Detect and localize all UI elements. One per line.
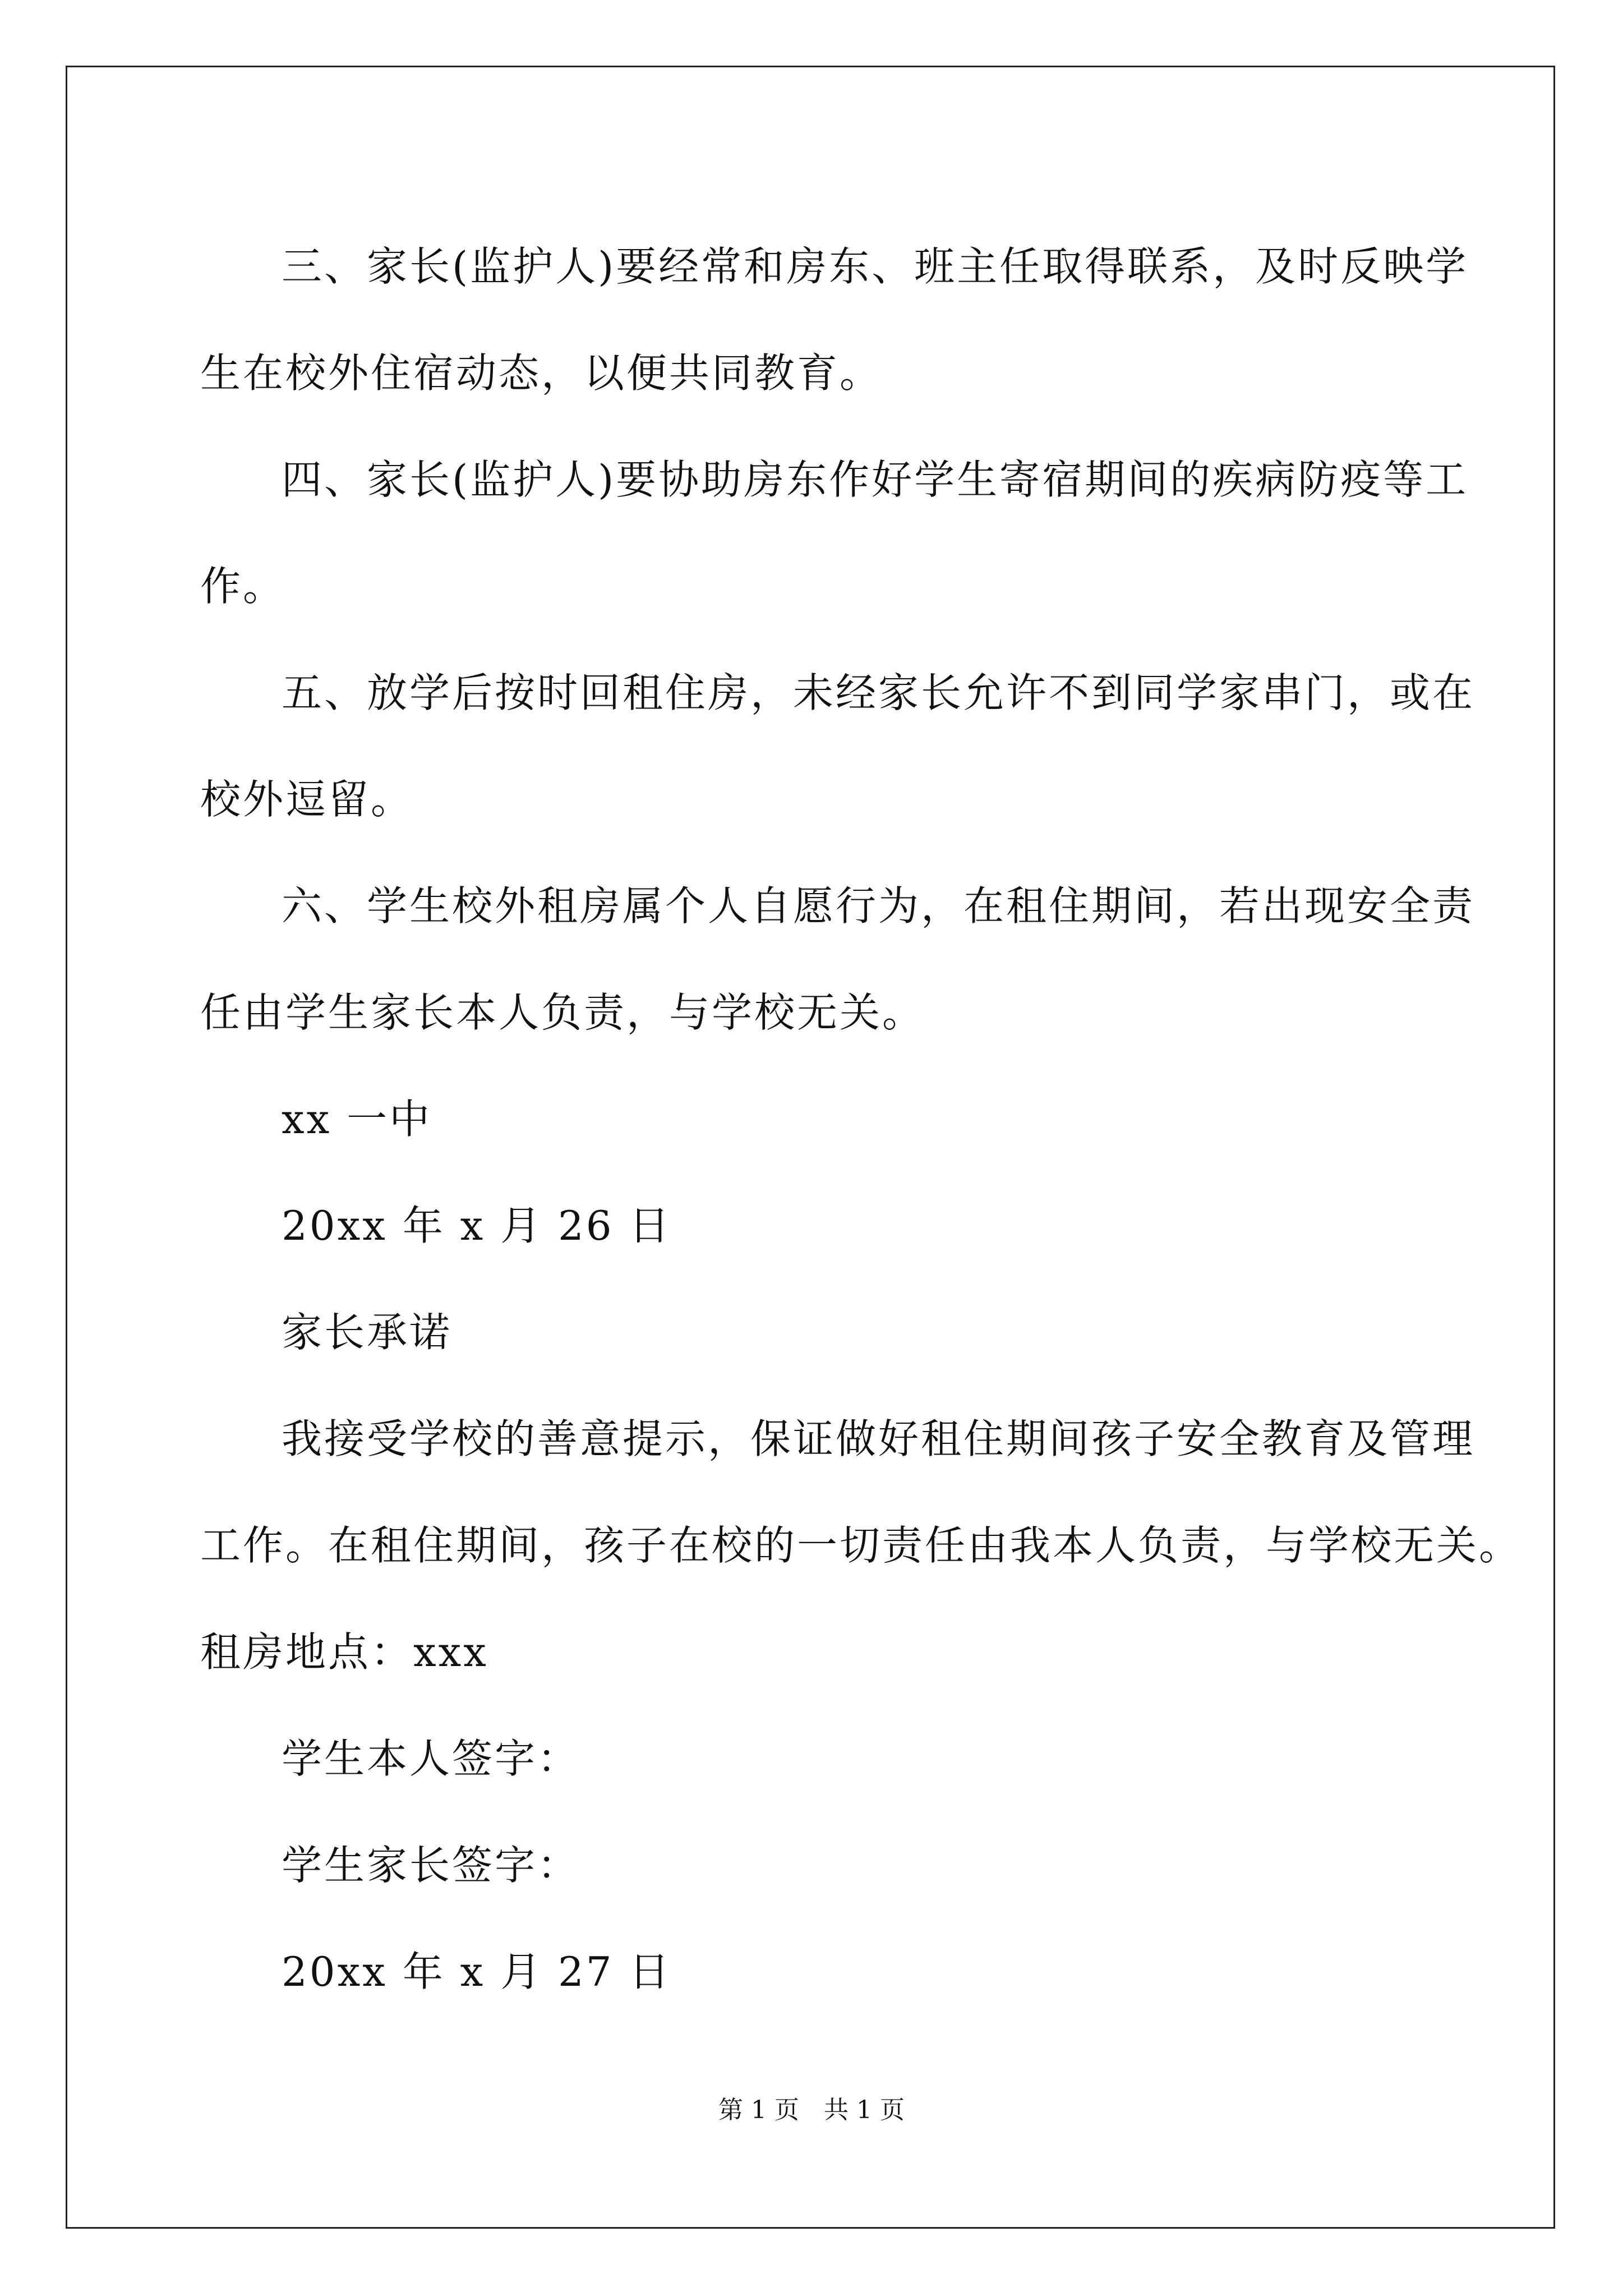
paragraph-item-4-line-1: 四、家长(监护人)要协助房东作好学生寄宿期间的疾病防疫等工 (282, 456, 1469, 503)
paragraph-item-6-line-2: 任由学生家长本人负责，与学校无关。 (200, 989, 925, 1036)
parent-pledge-line-2: 工作。在租住期间，孩子在校的一切责任由我本人负责，与学校无关。 (200, 1522, 1522, 1569)
paragraph-item-6-line-1: 六、学生校外租房属个人自愿行为，在租住期间，若出现安全责 (282, 882, 1476, 930)
document-body (200, 213, 1522, 2025)
paragraph-item-3-line-1: 三、家长(监护人)要经常和房东、班主任取得联系，及时反映学 (282, 243, 1469, 290)
school-date: 20xx 年 x 月 26 日 (282, 1202, 672, 1249)
school-name: xx 一中 (282, 1096, 432, 1143)
pledge-date: 20xx 年 x 月 27 日 (282, 1948, 672, 1995)
paragraph-item-5-line-1: 五、放学后按时回租住房，未经家长允许不到同学家串门，或在 (282, 669, 1476, 716)
page-footer: 第 1 页 共 1 页 (718, 2096, 905, 2124)
parent-pledge-heading: 家长承诺 (282, 1309, 453, 1356)
paragraph-item-4-line-2: 作。 (200, 563, 286, 610)
student-signature: 学生本人签字： (282, 1735, 580, 1782)
rental-address: 租房地点：xxx (200, 1628, 488, 1676)
paragraph-item-5-line-2: 校外逗留。 (200, 776, 414, 823)
parent-signature: 学生家长签字： (282, 1842, 580, 1889)
parent-pledge-line-1: 我接受学校的善意提示，保证做好租住期间孩子安全教育及管理 (282, 1415, 1476, 1462)
paragraph-item-3-line-2: 生在校外住宿动态，以便共同教育。 (200, 349, 883, 397)
